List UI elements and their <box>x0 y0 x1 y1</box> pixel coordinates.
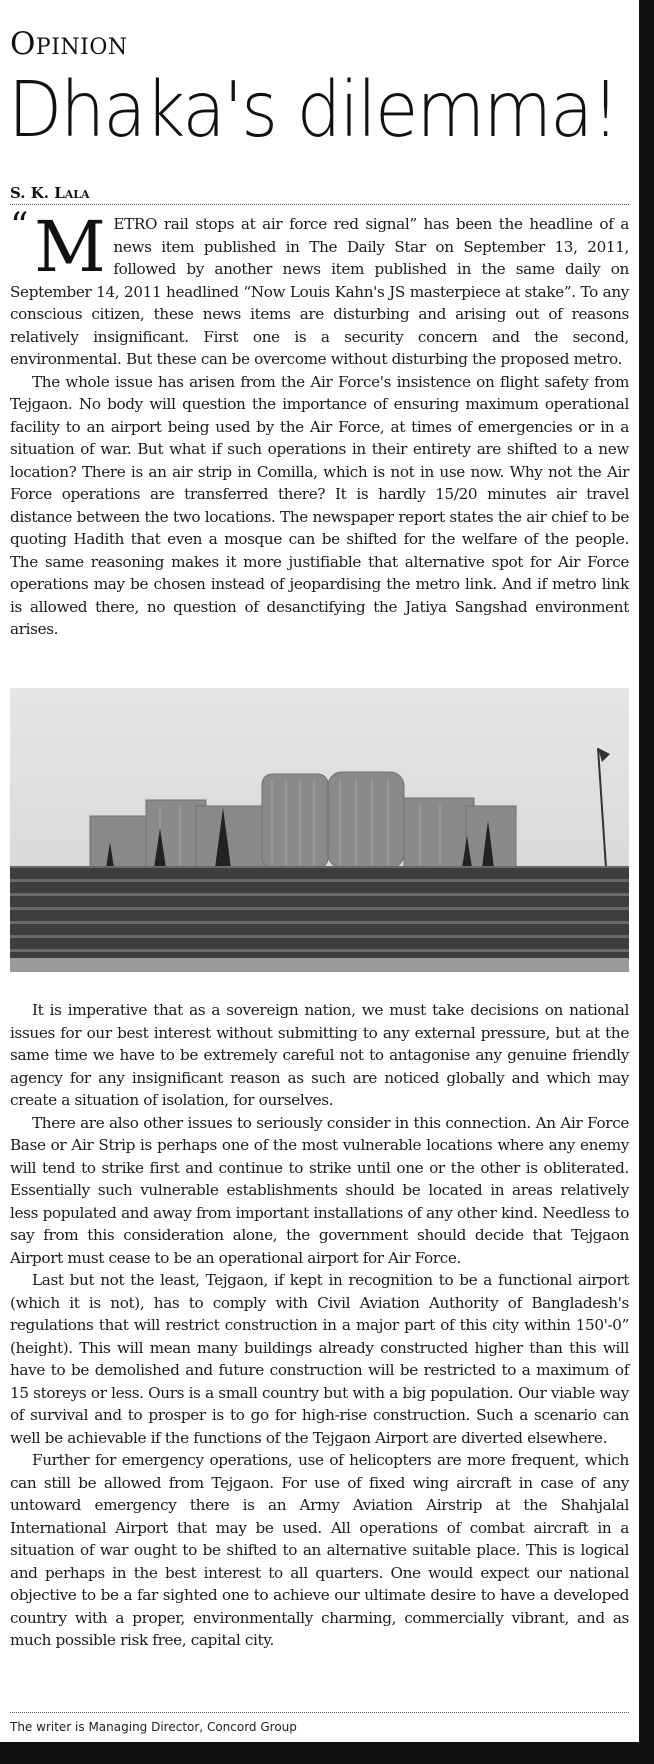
intro-paragraph <box>10 206 629 371</box>
author-note: The writer is Managing Director, Concord Group <box>10 1712 629 1734</box>
paragraph: The whole issue has arisen from the Air Force's insistence on flight safety from Tejgaon. No body will question the importance of ensuring maximum operational facility to an airport being used by the Air Force, at times of emergencies or in a situation of war. But what if such operations in their entirety are shifted to a new location? There is an air strip in Comilla, which is not in use now. Why not the Air Force operations are transferred there? It is hardly 15/20 minutes air travel distance between the two locations. The newspaper report states the air chief to be quoting Hadith that even a mosque can be shifted for the welfare of the people. The same reasoning makes it more justifiable that alternative spot for Air Force operations may be chosen instead of jeopardising the metro link. And if metro link is allowed there, no question of desanctifying the Jatiya Sangshad environment arises. <box>10 372 629 638</box>
parliament-building-photo <box>10 688 629 972</box>
section-label: Opinion <box>10 26 128 62</box>
photo-illustration <box>10 688 629 972</box>
paragraph: Last but not the least, Tejgaon, if kept in recognition to be a functional airport (which it is not), has to comply with Civil Aviation Authority of Bangladesh's regulations that will restrict construction in a major part of this city within 150'-0” (height). This will mean many buildings already constructed higher than this will have to be demolished and future construction will be restricted to a maximum of 15 storeys or less. Ours is a small country but with a big population. Our viable way of survival and to prosper is to go for high-rise construction. Such a scenario can well be achievable if the functions of the Tejgaon Airport are diverted elsewhere. <box>10 1271 629 1447</box>
drop-cap: M <box>34 206 106 288</box>
intro-text: ETRO rail stops at air force red signal” has been the headline of a news item published in The Daily Star on September 13, 2011, followed by another news item published in the same daily on September 14, 2011 headlined “Now Louis Kahn's JS masterpiece at stake”. To any conscious citizen, these news items are disturbing and arising out of reasons relatively insignificant. First one is a security concern and the second, environmental. But these can be overcome without disturbing the proposed metro. <box>10 215 629 368</box>
article-body-top <box>10 206 629 641</box>
paragraph: It is imperative that as a sovereign nation, we must take decisions on national issues for our best interest without submitting to any external pressure, but at the same time we have to be extremely careful not to antagonise any genuine friendly agency for any insignificant reason as such are noticed globally and which may create a situation of isolation, for ourselves. <box>10 1001 629 1109</box>
article-body-bottom <box>10 999 629 1652</box>
paragraph: There are also other issues to seriously consider in this connection. An Air Force Base or Air Strip is perhaps one of the most vulnerable locations where any enemy will tend to strike first and continue to strike until one or the other is obliterated. Essentially such vulnerable establishments should be located in areas relatively less populated and away from important installations of any other kind. Needless to say from this consideration alone, the government should decide that Tejgaon Airport must cease to be an operational airport for Air Force. <box>10 1113 629 1267</box>
open-quote: “ <box>10 206 29 247</box>
byline: S. K. Lala <box>10 184 629 205</box>
paragraph: Further for emergency operations, use of helicopters are more frequent, which can still be allowed from Tejgaon. For use of fixed wing aircraft in case of any untoward emergency there is an Army Aviation Airstrip at the Shahjalal International Airport that may be used. All operations of combat aircraft in a situation of war ought to be shifted to an alternative suitable place. This is logical and perhaps in the best interest to all quarters. One would expect our national objective to be a far sighted one to achieve our ultimate desire to have a developed country with a proper, environmentally charming, commercially vibrant, and as much possible risk free, capital city. <box>10 1451 629 1649</box>
headline: Dhaka's dilemma! <box>8 66 618 155</box>
